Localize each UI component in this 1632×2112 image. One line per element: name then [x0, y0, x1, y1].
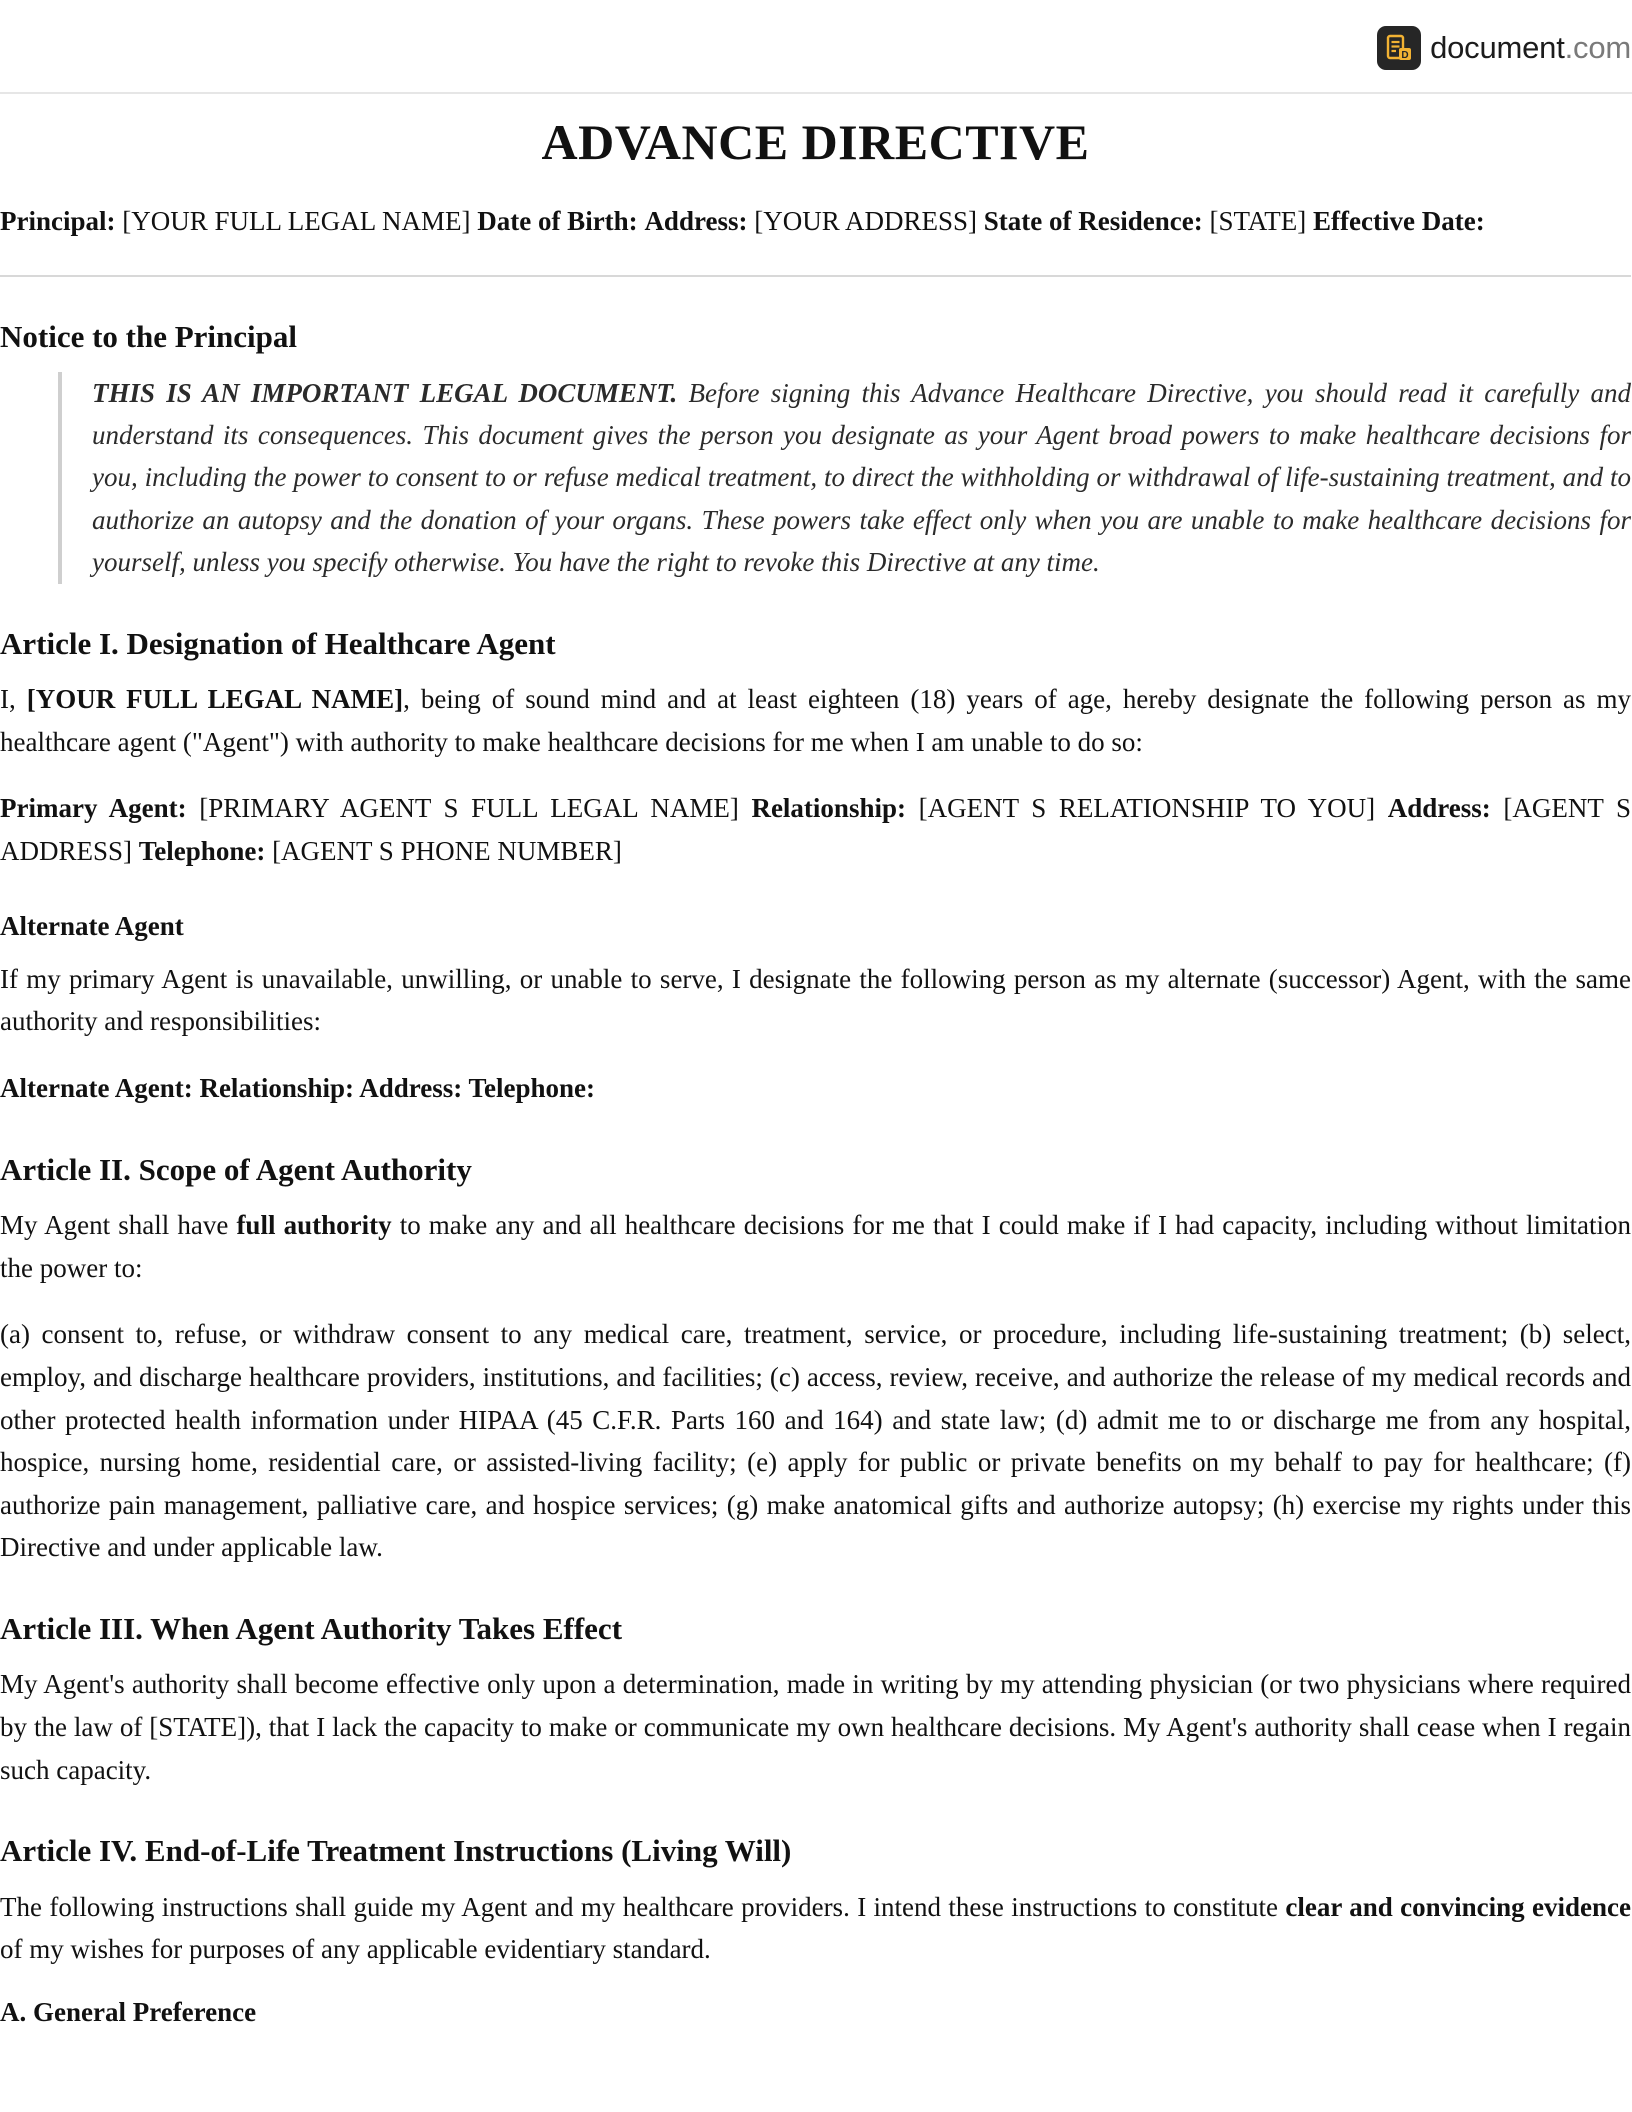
notice-text: Before signing this Advance Healthcare Directive, you should read it carefully and understand its consequences. This document gives the person you designate as your Agent broad powers to make healthcare decisions for you, including the power to consent to or refuse medical treatment, to direct the withholding or withdrawal of life-sustaining treatment, and to authorize an autopsy and the donation of your organs. These powers take effect only when you are unable to make healthcare decisions for yourself, unless you specify otherwise. You have the right to revoke this Directive at any time.: [92, 377, 1631, 578]
notice-heading: Notice to the Principal: [0, 319, 298, 355]
principal-label: Principal:: [0, 206, 116, 236]
effective-date-label: Effective Date:: [1313, 206, 1485, 236]
section-divider: [0, 275, 1631, 277]
agent-address-label: Address:: [1387, 793, 1491, 824]
brand-name-text: document: [1430, 30, 1565, 65]
principal-value: [YOUR FULL LEGAL NAME]: [122, 206, 471, 236]
primary-agent-info: [0, 787, 1631, 872]
top-bar: [0, 0, 1632, 94]
article-2-intro: My Agent shall have: [0, 1209, 237, 1240]
general-preference-heading: A. General Preference: [0, 1997, 257, 2028]
brand-tld-text: .com: [1564, 30, 1631, 65]
principal-address-value: [YOUR ADDRESS]: [754, 206, 977, 236]
article-4-bold: clear and convincing evidence: [1285, 1891, 1631, 1922]
article-1-heading: Article I. Designation of Healthcare Agent: [0, 625, 556, 661]
state-value: [STATE]: [1209, 206, 1307, 236]
alternate-agent-text: If my primary Agent is unavailable, unwilling, or unable to serve, I designate the following person as my alternate (successor) Agent, with the same authority and responsibilities:: [0, 963, 1631, 1037]
article-2-powers-list: (a) consent to, refuse, or withdraw consent to any medical care, treatment, service, or procedure, including life-sustaining treatment; (b) select, employ, and discharge healthcare providers, institutions, and facilities; (c) access, review, receive, and authorize the release of my medical records and other protected health information under HIPAA (45 C.F.R. Parts 160 and 164) and state law; (d) admit me to or discharge me from any hospital, hospice, nursing home, residential care, or assisted-living facility; (e) apply for public or private benefits on my behalf to pay for healthcare; (f) authorize pain management, palliative care, and hospice services; (g) make anatomical gifts and authorize autopsy; (h) exercise my rights under this Directive and under applicable law.: [0, 1319, 1631, 1563]
document-logo-icon: [1377, 26, 1421, 70]
notice-lead: THIS IS AN IMPORTANT LEGAL DOCUMENT.: [92, 377, 678, 408]
brand-logo[interactable]: [1377, 24, 1631, 73]
primary-agent-value: [PRIMARY AGENT S FULL LEGAL NAME]: [199, 793, 739, 824]
principal-info: [0, 203, 1631, 239]
dob-label: Date of Birth:: [477, 206, 638, 236]
alternate-agent-fields-labels: Alternate Agent: Relationship: Address: Telephone:: [0, 1072, 596, 1103]
document-title: ADVANCE DIRECTIVE: [541, 114, 1090, 170]
document-body: [0, 110, 1632, 2030]
svg-text:D: D: [1401, 50, 1409, 62]
relationship-value: [AGENT S RELATIONSHIP TO YOU]: [918, 793, 1376, 824]
alternate-agent-heading: Alternate Agent: [0, 910, 184, 941]
article-1-name: [YOUR FULL LEGAL NAME]: [26, 683, 404, 714]
article-1-paragraph: [0, 678, 1631, 763]
article-2-heading: Article II. Scope of Agent Authority: [0, 1151, 472, 1187]
telephone-value: [AGENT S PHONE NUMBER]: [272, 835, 622, 866]
article-4-intro: The following instructions shall guide my Agent and my healthcare providers. I intend these instructions to constitute: [0, 1891, 1286, 1922]
article-4-heading: Article IV. End-of-Life Treatment Instructions (Living Will): [0, 1833, 792, 1869]
article-2-text: to make any and all healthcare decisions for me that I could make if I had capacity, including without limitation the power to:: [0, 1209, 1632, 1283]
article-2-bold: full authority: [236, 1209, 392, 1240]
article-3-heading: Article III. When Agent Authority Takes Effect: [0, 1611, 623, 1647]
article-3-paragraph: My Agent's authority shall become effective only upon a determination, made in writing by my attending physician (or two physicians where required by the law of [STATE]), that I lack the capacity to make or communicate my own healthcare decisions. My Agent's authority shall cease when I regain such capacity.: [0, 1669, 1631, 1785]
relationship-label: Relationship:: [751, 793, 906, 824]
alternate-agent-fields: [0, 1067, 1631, 1110]
article-1-text: , being of sound mind and at least eighteen (18) years of age, hereby designate the following person as my healthcare agent ("Agent") with authority to make healthcare decisions for me when I am unable to do so:: [0, 683, 1631, 757]
article-2-paragraph: [0, 1204, 1631, 1289]
brand-name: [1430, 24, 1631, 73]
primary-agent-label: Primary Agent:: [0, 793, 187, 824]
notice-blockquote: [58, 372, 1631, 584]
article-1-intro: I,: [0, 683, 27, 714]
agent-address-value: [AGENT S ADDRESS]: [0, 793, 1632, 866]
article-4-paragraph: [0, 1886, 1631, 1971]
principal-address-label: Address:: [644, 206, 748, 236]
article-4-text: of my wishes for purposes of any applicable evidentiary standard.: [0, 1934, 711, 1965]
state-label: State of Residence:: [983, 206, 1203, 236]
telephone-label: Telephone:: [138, 835, 266, 866]
